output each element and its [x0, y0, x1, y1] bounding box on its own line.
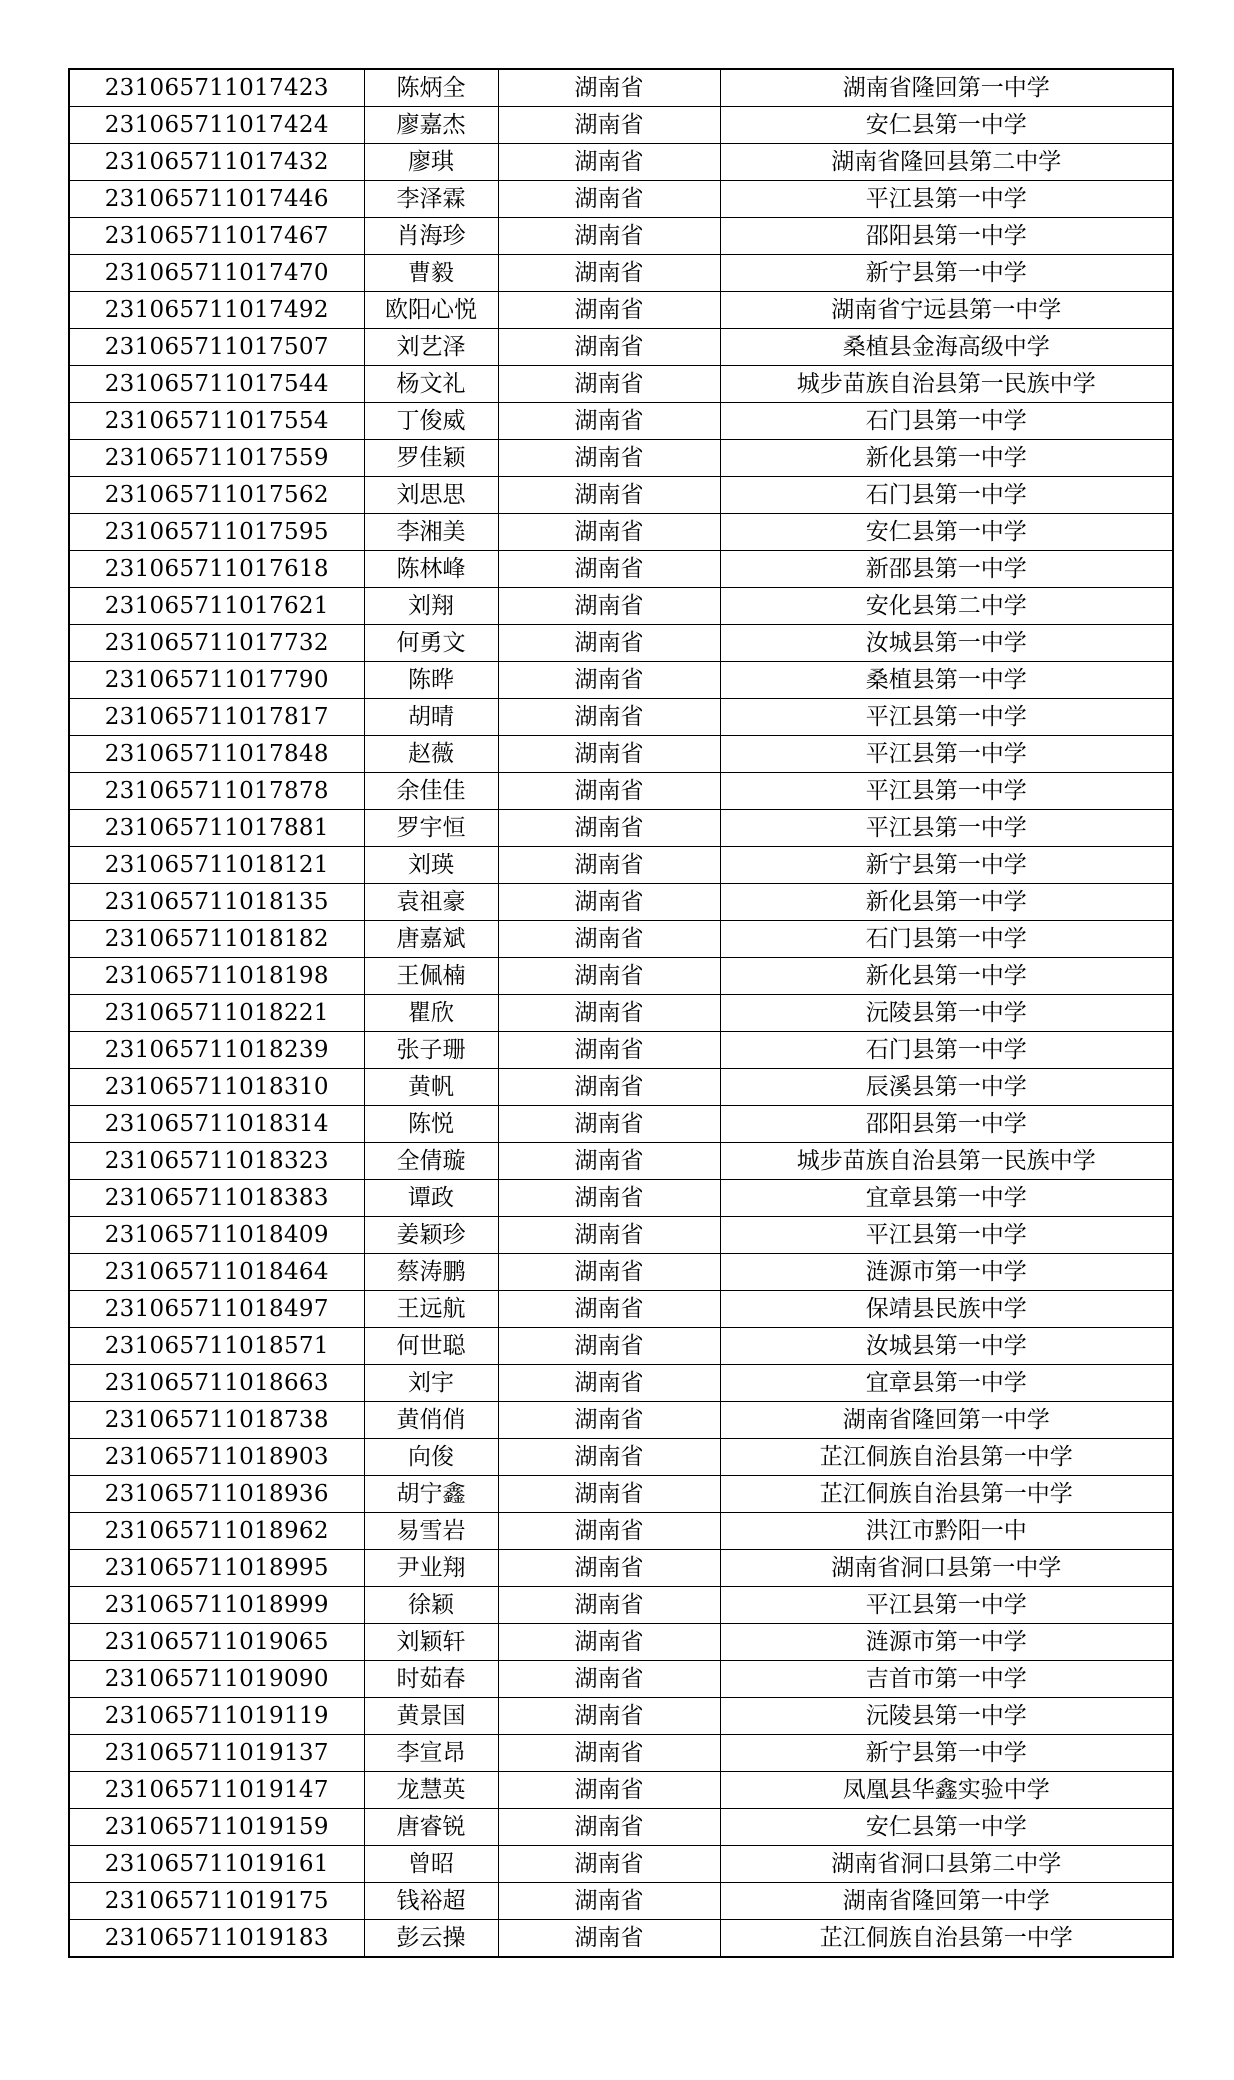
- table-row: [69, 1809, 1173, 1846]
- school-name-cell: 湖南省隆回第一中学: [720, 1883, 1173, 1920]
- province-cell: 湖南省: [498, 1513, 720, 1550]
- province-cell: 湖南省: [498, 847, 720, 884]
- province-cell: 湖南省: [498, 329, 720, 366]
- exam-number-cell: 231065711018663: [69, 1365, 364, 1402]
- table-row: [69, 1365, 1173, 1402]
- school-name-cell: 石门县第一中学: [720, 477, 1173, 514]
- province-cell: 湖南省: [498, 218, 720, 255]
- student-name-cell: 全倩璇: [364, 1143, 498, 1180]
- exam-number-cell: 231065711018314: [69, 1106, 364, 1143]
- exam-number-cell: 231065711018903: [69, 1439, 364, 1476]
- exam-number-cell: 231065711018995: [69, 1550, 364, 1587]
- student-name-cell: 蔡涛鹏: [364, 1254, 498, 1291]
- school-name-cell: 新化县第一中学: [720, 884, 1173, 921]
- province-cell: 湖南省: [498, 625, 720, 662]
- table-row: [69, 1587, 1173, 1624]
- province-cell: 湖南省: [498, 1143, 720, 1180]
- exam-number-cell: 231065711017492: [69, 292, 364, 329]
- province-cell: 湖南省: [498, 181, 720, 218]
- student-name-cell: 张子珊: [364, 1032, 498, 1069]
- student-name-cell: 李宣昂: [364, 1735, 498, 1772]
- student-name-cell: 曹毅: [364, 255, 498, 292]
- exam-number-cell: 231065711018135: [69, 884, 364, 921]
- student-name-cell: 龙慧英: [364, 1772, 498, 1809]
- school-name-cell: 湖南省隆回第一中学: [720, 1402, 1173, 1439]
- exam-number-cell: 231065711019159: [69, 1809, 364, 1846]
- province-cell: 湖南省: [498, 1661, 720, 1698]
- province-cell: 湖南省: [498, 551, 720, 588]
- province-cell: 湖南省: [498, 662, 720, 699]
- exam-number-cell: 231065711019119: [69, 1698, 364, 1735]
- table-row: [69, 1476, 1173, 1513]
- exam-number-cell: 231065711017878: [69, 773, 364, 810]
- student-name-cell: 杨文礼: [364, 366, 498, 403]
- school-name-cell: 新邵县第一中学: [720, 551, 1173, 588]
- school-name-cell: 辰溪县第一中学: [720, 1069, 1173, 1106]
- student-name-cell: 王佩楠: [364, 958, 498, 995]
- student-name-cell: 黄帆: [364, 1069, 498, 1106]
- school-name-cell: 湖南省隆回县第二中学: [720, 144, 1173, 181]
- student-name-cell: 罗宇恒: [364, 810, 498, 847]
- school-name-cell: 凤凰县华鑫实验中学: [720, 1772, 1173, 1809]
- exam-number-cell: 231065711017559: [69, 440, 364, 477]
- table-row: [69, 1846, 1173, 1883]
- student-name-cell: 曾昭: [364, 1846, 498, 1883]
- province-cell: 湖南省: [498, 1069, 720, 1106]
- exam-number-cell: 231065711018464: [69, 1254, 364, 1291]
- school-name-cell: 城步苗族自治县第一民族中学: [720, 1143, 1173, 1180]
- table-row: [69, 1735, 1173, 1772]
- exam-number-cell: 231065711017817: [69, 699, 364, 736]
- student-name-cell: 赵薇: [364, 736, 498, 773]
- school-name-cell: 桑植县金海高级中学: [720, 329, 1173, 366]
- table-row: [69, 1217, 1173, 1254]
- exam-number-cell: 231065711019175: [69, 1883, 364, 1920]
- province-cell: 湖南省: [498, 144, 720, 181]
- exam-number-cell: 231065711018383: [69, 1180, 364, 1217]
- student-name-cell: 李湘美: [364, 514, 498, 551]
- province-cell: 湖南省: [498, 403, 720, 440]
- student-name-cell: 余佳佳: [364, 773, 498, 810]
- school-name-cell: 芷江侗族自治县第一中学: [720, 1439, 1173, 1476]
- school-name-cell: 保靖县民族中学: [720, 1291, 1173, 1328]
- student-name-cell: 王远航: [364, 1291, 498, 1328]
- table-row: [69, 847, 1173, 884]
- province-cell: 湖南省: [498, 1920, 720, 1958]
- table-row: [69, 181, 1173, 218]
- student-name-cell: 彭云操: [364, 1920, 498, 1958]
- student-name-cell: 尹业翔: [364, 1550, 498, 1587]
- exam-number-cell: 231065711018198: [69, 958, 364, 995]
- school-name-cell: 新化县第一中学: [720, 440, 1173, 477]
- table-row: [69, 1624, 1173, 1661]
- province-cell: 湖南省: [498, 1291, 720, 1328]
- roster-table: [68, 68, 1174, 1958]
- province-cell: 湖南省: [498, 1402, 720, 1439]
- table-row: [69, 1180, 1173, 1217]
- exam-number-cell: 231065711017621: [69, 588, 364, 625]
- province-cell: 湖南省: [498, 884, 720, 921]
- province-cell: 湖南省: [498, 995, 720, 1032]
- student-name-cell: 唐睿锐: [364, 1809, 498, 1846]
- exam-number-cell: 231065711017790: [69, 662, 364, 699]
- exam-number-cell: 231065711017446: [69, 181, 364, 218]
- student-name-cell: 徐颖: [364, 1587, 498, 1624]
- student-name-cell: 刘翔: [364, 588, 498, 625]
- student-name-cell: 陈悦: [364, 1106, 498, 1143]
- table-row: [69, 1550, 1173, 1587]
- table-row: [69, 1143, 1173, 1180]
- table-row: [69, 1698, 1173, 1735]
- exam-number-cell: 231065711019137: [69, 1735, 364, 1772]
- province-cell: 湖南省: [498, 588, 720, 625]
- exam-number-cell: 231065711017424: [69, 107, 364, 144]
- province-cell: 湖南省: [498, 1032, 720, 1069]
- student-name-cell: 胡晴: [364, 699, 498, 736]
- table-row: [69, 107, 1173, 144]
- exam-number-cell: 231065711017554: [69, 403, 364, 440]
- province-cell: 湖南省: [498, 810, 720, 847]
- province-cell: 湖南省: [498, 1476, 720, 1513]
- school-name-cell: 石门县第一中学: [720, 403, 1173, 440]
- table-row: [69, 773, 1173, 810]
- exam-number-cell: 231065711019183: [69, 1920, 364, 1958]
- table-row: [69, 588, 1173, 625]
- student-name-cell: 钱裕超: [364, 1883, 498, 1920]
- table-row: [69, 1328, 1173, 1365]
- exam-number-cell: 231065711019161: [69, 1846, 364, 1883]
- table-row: [69, 1513, 1173, 1550]
- province-cell: 湖南省: [498, 1624, 720, 1661]
- exam-number-cell: 231065711018571: [69, 1328, 364, 1365]
- table-row: [69, 1106, 1173, 1143]
- school-name-cell: 桑植县第一中学: [720, 662, 1173, 699]
- student-name-cell: 廖嘉杰: [364, 107, 498, 144]
- exam-number-cell: 231065711018936: [69, 1476, 364, 1513]
- school-name-cell: 湖南省隆回第一中学: [720, 69, 1173, 107]
- school-name-cell: 邵阳县第一中学: [720, 1106, 1173, 1143]
- school-name-cell: 汝城县第一中学: [720, 625, 1173, 662]
- exam-number-cell: 231065711018409: [69, 1217, 364, 1254]
- table-row: [69, 699, 1173, 736]
- table-row: [69, 514, 1173, 551]
- province-cell: 湖南省: [498, 699, 720, 736]
- student-name-cell: 罗佳颖: [364, 440, 498, 477]
- school-name-cell: 安仁县第一中学: [720, 1809, 1173, 1846]
- school-name-cell: 平江县第一中学: [720, 810, 1173, 847]
- school-name-cell: 芷江侗族自治县第一中学: [720, 1920, 1173, 1958]
- school-name-cell: 湖南省洞口县第一中学: [720, 1550, 1173, 1587]
- school-name-cell: 新化县第一中学: [720, 958, 1173, 995]
- student-name-cell: 向俊: [364, 1439, 498, 1476]
- student-name-cell: 刘瑛: [364, 847, 498, 884]
- table-row: [69, 662, 1173, 699]
- province-cell: 湖南省: [498, 255, 720, 292]
- school-name-cell: 安仁县第一中学: [720, 514, 1173, 551]
- exam-number-cell: 231065711017881: [69, 810, 364, 847]
- exam-number-cell: 231065711019090: [69, 1661, 364, 1698]
- table-row: [69, 1291, 1173, 1328]
- table-row: [69, 884, 1173, 921]
- province-cell: 湖南省: [498, 736, 720, 773]
- table-row: [69, 1032, 1173, 1069]
- exam-number-cell: 231065711018999: [69, 1587, 364, 1624]
- school-name-cell: 宜章县第一中学: [720, 1180, 1173, 1217]
- student-name-cell: 唐嘉斌: [364, 921, 498, 958]
- province-cell: 湖南省: [498, 440, 720, 477]
- school-name-cell: 芷江侗族自治县第一中学: [720, 1476, 1173, 1513]
- student-name-cell: 刘宇: [364, 1365, 498, 1402]
- school-name-cell: 石门县第一中学: [720, 921, 1173, 958]
- province-cell: 湖南省: [498, 1328, 720, 1365]
- table-row: [69, 1920, 1173, 1958]
- province-cell: 湖南省: [498, 1365, 720, 1402]
- exam-number-cell: 231065711017507: [69, 329, 364, 366]
- province-cell: 湖南省: [498, 921, 720, 958]
- student-name-cell: 易雪岩: [364, 1513, 498, 1550]
- student-name-cell: 肖海珍: [364, 218, 498, 255]
- school-name-cell: 城步苗族自治县第一民族中学: [720, 366, 1173, 403]
- exam-number-cell: 231065711018182: [69, 921, 364, 958]
- school-name-cell: 宜章县第一中学: [720, 1365, 1173, 1402]
- province-cell: 湖南省: [498, 477, 720, 514]
- province-cell: 湖南省: [498, 292, 720, 329]
- exam-number-cell: 231065711019147: [69, 1772, 364, 1809]
- school-name-cell: 涟源市第一中学: [720, 1624, 1173, 1661]
- exam-number-cell: 231065711018221: [69, 995, 364, 1032]
- school-name-cell: 安化县第二中学: [720, 588, 1173, 625]
- school-name-cell: 吉首市第一中学: [720, 1661, 1173, 1698]
- province-cell: 湖南省: [498, 1698, 720, 1735]
- school-name-cell: 洪江市黔阳一中: [720, 1513, 1173, 1550]
- table-row: [69, 366, 1173, 403]
- table-row: [69, 292, 1173, 329]
- student-name-cell: 丁俊威: [364, 403, 498, 440]
- student-name-cell: 时茹春: [364, 1661, 498, 1698]
- table-row: [69, 995, 1173, 1032]
- table-row: [69, 1883, 1173, 1920]
- table-row: [69, 1772, 1173, 1809]
- school-name-cell: 湖南省洞口县第二中学: [720, 1846, 1173, 1883]
- student-name-cell: 黄景国: [364, 1698, 498, 1735]
- school-name-cell: 涟源市第一中学: [720, 1254, 1173, 1291]
- province-cell: 湖南省: [498, 1106, 720, 1143]
- table-row: [69, 69, 1173, 107]
- student-name-cell: 欧阳心悦: [364, 292, 498, 329]
- exam-number-cell: 231065711017732: [69, 625, 364, 662]
- province-cell: 湖南省: [498, 1735, 720, 1772]
- school-name-cell: 平江县第一中学: [720, 1587, 1173, 1624]
- student-name-cell: 袁祖豪: [364, 884, 498, 921]
- table-row: [69, 810, 1173, 847]
- province-cell: 湖南省: [498, 1180, 720, 1217]
- student-name-cell: 廖琪: [364, 144, 498, 181]
- student-name-cell: 胡宁鑫: [364, 1476, 498, 1513]
- province-cell: 湖南省: [498, 514, 720, 551]
- student-name-cell: 黄俏俏: [364, 1402, 498, 1439]
- school-name-cell: 汝城县第一中学: [720, 1328, 1173, 1365]
- exam-number-cell: 231065711017470: [69, 255, 364, 292]
- school-name-cell: 平江县第一中学: [720, 1217, 1173, 1254]
- student-name-cell: 刘艺泽: [364, 329, 498, 366]
- table-row: [69, 736, 1173, 773]
- province-cell: 湖南省: [498, 1846, 720, 1883]
- school-name-cell: 新宁县第一中学: [720, 255, 1173, 292]
- table-row: [69, 625, 1173, 662]
- school-name-cell: 邵阳县第一中学: [720, 218, 1173, 255]
- table-row: [69, 921, 1173, 958]
- student-name-cell: 谭政: [364, 1180, 498, 1217]
- table-row: [69, 440, 1173, 477]
- table-row: [69, 329, 1173, 366]
- table-row: [69, 1661, 1173, 1698]
- school-name-cell: 新宁县第一中学: [720, 847, 1173, 884]
- student-name-cell: 陈晔: [364, 662, 498, 699]
- exam-number-cell: 231065711017467: [69, 218, 364, 255]
- table-row: [69, 255, 1173, 292]
- province-cell: 湖南省: [498, 1809, 720, 1846]
- exam-number-cell: 231065711017562: [69, 477, 364, 514]
- school-name-cell: 平江县第一中学: [720, 773, 1173, 810]
- exam-number-cell: 231065711018323: [69, 1143, 364, 1180]
- exam-number-cell: 231065711018962: [69, 1513, 364, 1550]
- school-name-cell: 平江县第一中学: [720, 699, 1173, 736]
- student-name-cell: 刘思思: [364, 477, 498, 514]
- student-name-cell: 陈林峰: [364, 551, 498, 588]
- table-row: [69, 1439, 1173, 1476]
- school-name-cell: 平江县第一中学: [720, 736, 1173, 773]
- school-name-cell: 平江县第一中学: [720, 181, 1173, 218]
- table-row: [69, 403, 1173, 440]
- exam-number-cell: 231065711018121: [69, 847, 364, 884]
- roster-table-body: [69, 69, 1173, 1957]
- student-name-cell: 陈炳全: [364, 69, 498, 107]
- table-row: [69, 1254, 1173, 1291]
- exam-number-cell: 231065711017618: [69, 551, 364, 588]
- student-name-cell: 何勇文: [364, 625, 498, 662]
- student-name-cell: 姜颖珍: [364, 1217, 498, 1254]
- student-name-cell: 瞿欣: [364, 995, 498, 1032]
- table-row: [69, 551, 1173, 588]
- province-cell: 湖南省: [498, 107, 720, 144]
- province-cell: 湖南省: [498, 69, 720, 107]
- exam-number-cell: 231065711017432: [69, 144, 364, 181]
- table-row: [69, 1069, 1173, 1106]
- student-name-cell: 何世聪: [364, 1328, 498, 1365]
- table-row: [69, 218, 1173, 255]
- student-name-cell: 李泽霖: [364, 181, 498, 218]
- exam-number-cell: 231065711018239: [69, 1032, 364, 1069]
- exam-number-cell: 231065711017544: [69, 366, 364, 403]
- province-cell: 湖南省: [498, 1772, 720, 1809]
- exam-number-cell: 231065711018497: [69, 1291, 364, 1328]
- exam-number-cell: 231065711018738: [69, 1402, 364, 1439]
- school-name-cell: 石门县第一中学: [720, 1032, 1173, 1069]
- school-name-cell: 安仁县第一中学: [720, 107, 1173, 144]
- province-cell: 湖南省: [498, 1550, 720, 1587]
- province-cell: 湖南省: [498, 1587, 720, 1624]
- province-cell: 湖南省: [498, 1217, 720, 1254]
- exam-number-cell: 231065711018310: [69, 1069, 364, 1106]
- student-name-cell: 刘颖轩: [364, 1624, 498, 1661]
- school-name-cell: 湖南省宁远县第一中学: [720, 292, 1173, 329]
- table-row: [69, 144, 1173, 181]
- school-name-cell: 新宁县第一中学: [720, 1735, 1173, 1772]
- exam-number-cell: 231065711017848: [69, 736, 364, 773]
- exam-number-cell: 231065711017423: [69, 69, 364, 107]
- school-name-cell: 沅陵县第一中学: [720, 995, 1173, 1032]
- school-name-cell: 沅陵县第一中学: [720, 1698, 1173, 1735]
- province-cell: 湖南省: [498, 1439, 720, 1476]
- province-cell: 湖南省: [498, 1254, 720, 1291]
- table-row: [69, 1402, 1173, 1439]
- table-row: [69, 477, 1173, 514]
- table-row: [69, 958, 1173, 995]
- province-cell: 湖南省: [498, 366, 720, 403]
- exam-number-cell: 231065711019065: [69, 1624, 364, 1661]
- province-cell: 湖南省: [498, 1883, 720, 1920]
- province-cell: 湖南省: [498, 773, 720, 810]
- exam-number-cell: 231065711017595: [69, 514, 364, 551]
- province-cell: 湖南省: [498, 958, 720, 995]
